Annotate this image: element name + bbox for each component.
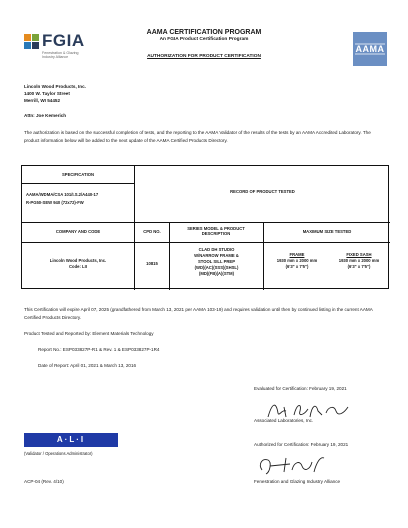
fixed-sash-size-in: (6'3" x 7'5") — [347, 264, 371, 269]
report-number: Report No.: ESP033827P-R1 & Rev. 1 & ESP033827P-1R4 — [38, 347, 160, 352]
certification-table — [21, 165, 389, 289]
record-header: RECORD OF PRODUCT TESTED — [230, 189, 295, 194]
company-code: Code: LII — [69, 264, 87, 269]
fgia-logo — [24, 31, 104, 67]
company-name: Lincoln Wood Products, Inc. — [49, 258, 107, 263]
intro-paragraph: The authorization is based on the successful completion of tests, and the reporting to the AAMA Validator of the results of the tests by an AAMA Accredited Laboratory. The product information below will be added to the next update of the AAMA Certified Products Directory. — [24, 130, 371, 143]
col-size-header: MAXIMUM SIZE TESTED — [302, 229, 352, 234]
recipient-company: Lincoln Wood Products, Inc. — [24, 84, 86, 89]
ali-logo — [24, 433, 118, 447]
aama-logo-icon — [353, 32, 387, 66]
validity-paragraph: This Certification will expire April 07, 2025 (grandfathered from March 13, 2021 per AAMA 103-19) and requires validation until then by continued listing in the current AAMA Certified Products Directory. — [24, 307, 373, 320]
authorizer-name: Fenestration and Glazing Industry Alliance — [254, 479, 341, 484]
tested-by: Product Tested and Reported by: Element Materials Technology — [24, 331, 154, 336]
report-date: Date of Report: April 01, 2021 & March 13, 2016 — [38, 363, 137, 368]
fixed-sash-label: FIXED SASH — [346, 252, 372, 257]
authorization-heading: AUTHORIZATION FOR PRODUCT CERTIFICATION — [147, 54, 261, 59]
fgia-logo-tagline: Fenestration & Glazing Industry Alliance — [42, 51, 79, 60]
series-line: W/NARROW FRAME & — [194, 253, 239, 258]
authorized-date: Authorized for Certification: February 19, 2021 — [254, 442, 349, 447]
document-subtitle: An FGIA Product Certification Program — [159, 37, 249, 42]
document-header — [110, 29, 298, 59]
ali-caption: (Validator / Operations Administrator) — [24, 451, 93, 456]
frame-size-in: (6'3" x 7'5") — [285, 264, 309, 269]
cpd-number: 10815 — [146, 261, 158, 266]
frame-size-mm: 1930 mm x 2000 mm — [276, 258, 318, 263]
ali-logo-text: A·L·I — [56, 435, 86, 444]
table-divider — [22, 222, 390, 223]
recipient-address — [24, 83, 86, 104]
aama-logo — [353, 32, 387, 66]
spec-value-1: AAMA/WDMA/CSA 101/I.S.2/A440-17 — [26, 192, 99, 197]
series-line: (MD)(FB)(A)(STM) — [198, 271, 235, 276]
fixed-sash-size-mm: 1930 mm x 2000 mm — [338, 258, 380, 263]
frame-label: FRAME — [289, 252, 305, 257]
recipient-city: Merrill, WI 54452 — [24, 98, 61, 103]
recipient-attention: Attn: Joe Kemerich — [24, 113, 67, 118]
series-line: STOOL SILL PREP — [198, 259, 235, 264]
spec-header: SPECIFICATION — [61, 172, 95, 177]
recipient-street: 1400 W. Taylor Street — [24, 91, 70, 96]
series-line: (WD)(AC)(SSS)(SHSL) — [194, 265, 239, 270]
table-divider — [22, 183, 134, 184]
series-line: CLAD DH STUDIO — [198, 247, 235, 252]
document-title: AAMA CERTIFICATION PROGRAM — [146, 29, 262, 36]
table-divider — [22, 242, 390, 243]
authorizer-signature — [256, 452, 328, 476]
col-cpd-header: CPD NO. — [143, 229, 161, 234]
evaluator-name: Associated Laboratories, Inc. — [254, 418, 314, 423]
spec-value-2: R-PG50-SEW 940 (72x72)-FW — [26, 200, 84, 205]
fgia-logo-name: FGIA — [42, 31, 85, 50]
evaluated-date: Evaluated for Certification: February 19, 2021 — [254, 386, 347, 391]
col-series-header: SERIES MODEL & PRODUCT DESCRIPTION — [187, 226, 245, 237]
aama-logo-text: AAMA — [355, 44, 385, 54]
col-company-header: COMPANY AND CODE — [55, 229, 101, 234]
fgia-mark-icon — [24, 34, 40, 50]
form-number: ACP-04 (Rev. 4/10) — [24, 479, 64, 484]
